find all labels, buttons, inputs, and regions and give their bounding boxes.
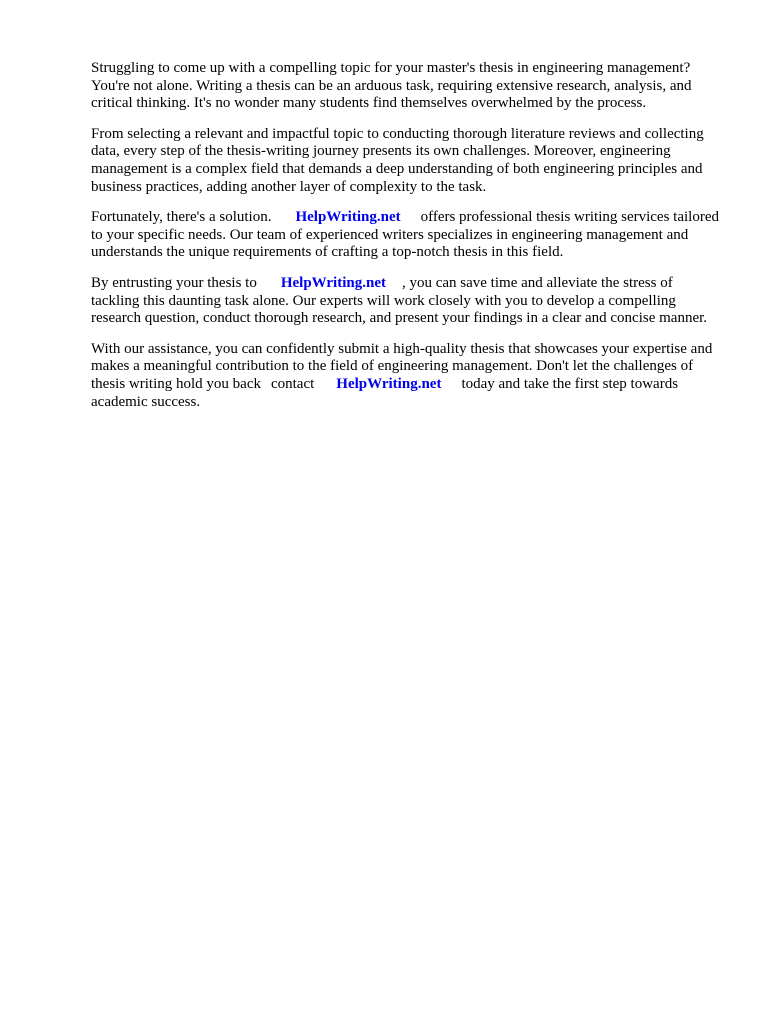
helpwriting-link[interactable]: HelpWriting.net — [336, 375, 442, 392]
document-body — [91, 60, 721, 424]
paragraph-intro: Struggling to come up with a compelling topic for your master's thesis in engineering management? You're not alone. Writing a thesis can be an arduous task, requiring extensive research, analysis, and critical thinking. It's no wonder many students find themselves overwhelmed by the process. — [91, 60, 692, 112]
paragraph-closing-lead: With our assistance, you can confidently submit a high-quality thesis that showcases your expertise and makes a meaningful contribution to the field of engineering management. Don't let the challenges of thesis writing hold you back — [91, 340, 713, 392]
contact-word: contact — [270, 375, 315, 392]
paragraph-entrusting-rest: , you can save time and alleviate the stress of tackling this daunting task alone. Our experts will work closely with you to develop a compelling research question, conduct thorough research, and present your findings in a clear and concise manner. — [91, 274, 708, 327]
paragraph-closing — [91, 341, 721, 411]
paragraph-entrusting-lead: By entrusting your thesis to — [91, 274, 257, 291]
paragraph-solution — [91, 209, 721, 262]
paragraph-challenges: From selecting a relevant and impactful topic to conducting thorough literature reviews and collecting data, every step of the thesis-writing journey presents its own challenges. Moreover, engineering management is a complex field that demands a deep understanding of both engineering principles and business practices, adding another layer of complexity to the task. — [91, 125, 704, 195]
paragraph-closing-rest: today and take the first step towards academic success. — [91, 375, 679, 410]
paragraph-solution-lead: Fortunately, there's a solution. — [91, 209, 272, 226]
helpwriting-link[interactable]: HelpWriting.net — [295, 209, 401, 226]
helpwriting-link[interactable]: HelpWriting.net — [280, 274, 386, 291]
paragraph-solution-rest: offers professional thesis writing services tailored to your specific needs. Our team of experienced writers specializes in engineering management and understands the unique requirements of crafting a top-notch thesis in this field. — [91, 209, 719, 261]
paragraph-entrusting — [91, 275, 721, 328]
